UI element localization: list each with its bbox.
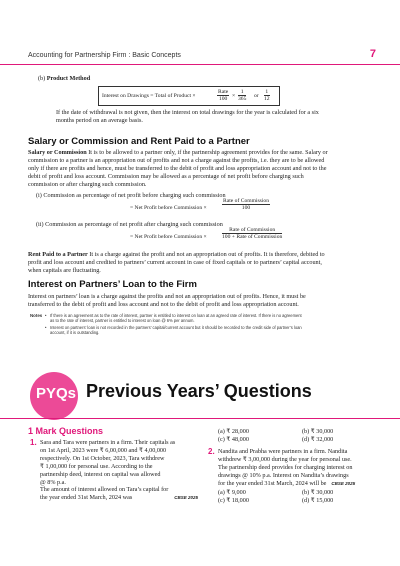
question-1-text: Sara and Tara were partners in a firm. Their capitals as on 1st April, 2023 were ₹ 6,00,000 and ₹ 4,00,000 respectively. On 1st October, 2023, Tara withdrew ₹ 1,00,000 for personal use. According to the partnership deed, interest on capital was allowed @ 8% p.a. The amount of interest allowed on Tara’s capital for the year ended 31st March, 2024 was CBSE 2025: [40, 439, 199, 502]
pyq-tag: PYQs: [36, 385, 77, 402]
interest-on-drawings-formula: [98, 86, 280, 106]
question-2-option-b: (b) ₹ 30,000: [302, 489, 334, 496]
product-method-label: [38, 75, 90, 83]
item-label: (b): [38, 75, 46, 82]
commission-before-item: (i) Commission as percentage of net profit before charging such commission: [36, 192, 226, 199]
question-1-option-d: (d) ₹ 32,000: [302, 436, 334, 443]
rent-para: Rent Paid to a Partner It is a charge against the profit and not an appropriation out of profits. It is therefore, debited to profit and loss account and credited to partners’ current account in case of fixed capitals or to partners’ capital account, when capitals are fluctuating.: [28, 251, 325, 274]
rate-fraction: Rate 100: [218, 89, 229, 102]
running-header: Accounting for Partnership Firm : Basic Concepts: [28, 52, 181, 59]
note-item: • Interest on partners’ loan is not recorded in the partners’ capital/current account but it should be recorded to the credit side of partner’s loan account, if it is outstanding.: [50, 325, 380, 335]
commission-after-item: (ii) Commission as percentage of net profit after charging such commission: [36, 221, 223, 228]
notes-label: Notes: [30, 313, 43, 318]
question-number: 1.: [30, 438, 37, 447]
question-1-option-a: (a) ₹ 28,000: [218, 428, 249, 435]
question-2-option-a: (a) ₹ 9,000: [218, 489, 246, 496]
salary-heading: Salary or Commission and Rent Paid to a Partner: [28, 136, 250, 147]
salary-para: Salary or Commission It is to be allowed to a partner only, if the partnership agreement provides for the same. Salary or commission to a partner is an appropriation out of profits and not a charge against the profits, i.e. they are to be allowed only if there are profits and hence, must be transferred to the debit of profit and loss appropriation account and not to the debit of profit and loss account. Commission may be allowed as a percentage of net profit before charging such commission or after charging such commission.: [28, 149, 328, 188]
header-rule: [0, 64, 400, 65]
exam-tag: CBSE 2025: [174, 495, 199, 501]
note-item: • If there is an agreement as to the rate of interest, partner is entitled to interest on loan at an agreed rate of interest. If there is no agreement as to the rate of interest, partner is entitled to interest on loan @ 6% per annum.: [50, 313, 380, 323]
times-sign: ×: [232, 93, 236, 99]
month-fraction: $\frac{1}{12}$: [264, 89, 270, 102]
question-1-option-b: (b) ₹ 30,000: [302, 428, 334, 435]
commission-before-formula: = Net Profit before Commission ×: [130, 205, 207, 211]
question-number: 2.: [208, 447, 215, 456]
loan-heading: Interest on Partners’ Loan to the Firm: [28, 279, 197, 290]
exam-tag: CBSE 2025: [331, 480, 356, 486]
pyq-rule: [0, 418, 400, 419]
question-2-option-d: (d) ₹ 15,000: [302, 497, 334, 504]
day-fraction: $\frac{1}{365}$: [238, 89, 247, 102]
commission-after-formula: = Net Profit before Commission ×: [130, 234, 207, 240]
formula-lhs: Interest on Drawings = Total of Product ×: [102, 93, 196, 99]
loan-para: Interest on partners’ loan is a charge against the profits and not an appropriation out of profits. Hence, it must be transferred to the debit of profit and loss account and not to the debit of profit and loss appropriation account.: [28, 293, 306, 308]
page-number: 7: [369, 48, 376, 60]
commission-before-fraction: Rate of Commission 100: [223, 198, 269, 211]
one-mark-heading: 1 Mark Questions: [28, 426, 104, 436]
question-1-option-c: (c) ₹ 48,000: [218, 436, 249, 443]
product-method-para: If the date of withdrawal is not given, then the interest on total drawings for the year is calculated for a six months period on an average basis.: [56, 109, 319, 124]
question-2-option-c: (c) ₹ 18,000: [218, 497, 249, 504]
pyq-title: Previous Years’ Questions: [86, 381, 312, 401]
question-2-text: Nandita and Prabha were partners in a firm. Nandita withdrew ₹ 3,00,000 during the year for personal use. The partnership deed provides for charging interest on drawings @ 10% p.a. Interest on Nandita’s drawings for the year ended 31st March, 2024 will be CBSE 2025: [218, 448, 356, 487]
commission-after-fraction: Rate of Commission 100 + Rate of Commission: [222, 227, 283, 240]
product-method-heading: Product Method: [46, 75, 91, 82]
or-word: or: [254, 93, 259, 99]
